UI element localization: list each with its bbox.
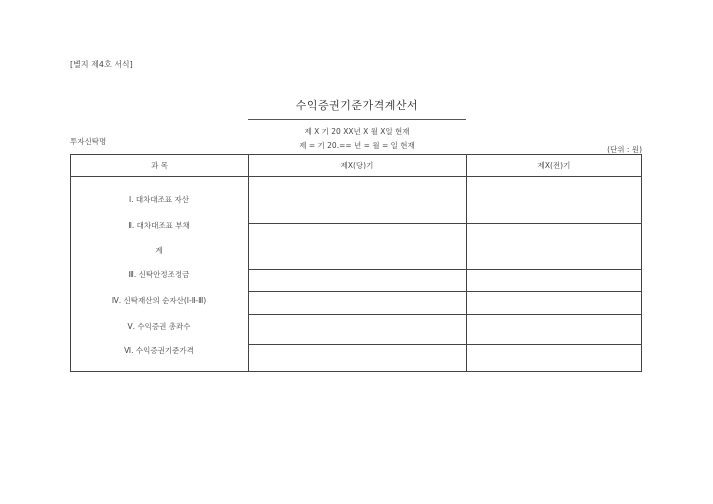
column-divider bbox=[248, 155, 249, 371]
previous-period-date: 제 = 기 20.== 년 = 월 = 일 현재 bbox=[299, 141, 415, 150]
header-item: 과 목 bbox=[151, 161, 168, 170]
table-header-row bbox=[71, 155, 641, 177]
row-divider bbox=[248, 314, 642, 315]
current-period-date: 제 X 기 20 XX년 X 월 X일 현재 bbox=[304, 127, 410, 136]
unit-label: (단위 : 원) bbox=[607, 145, 642, 154]
item-base-price: Ⅵ. 수익증권기준가격 bbox=[124, 346, 194, 355]
item-assets: Ⅰ. 대차대조표 자산 bbox=[128, 195, 190, 204]
item-total: 계 bbox=[155, 246, 163, 255]
fund-name-label: 투자신탁명 bbox=[70, 137, 107, 146]
item-stabilization-reserve: Ⅲ. 신탁안정조정금 bbox=[128, 270, 190, 279]
row-divider bbox=[248, 223, 642, 224]
title-underline bbox=[248, 119, 466, 120]
header-current-period: 제X(당)기 bbox=[340, 161, 374, 170]
row-divider bbox=[248, 344, 642, 345]
form-number-label: [별지 제4호 서식] bbox=[70, 60, 133, 69]
item-net-assets: Ⅳ. 신탁재산의 순자산(Ⅰ-Ⅱ-Ⅲ) bbox=[111, 296, 207, 305]
column-divider bbox=[466, 155, 467, 371]
row-divider bbox=[248, 291, 642, 292]
document-title: 수익증권기준가격계산서 bbox=[295, 99, 419, 112]
item-liabilities: Ⅱ. 대차대조표 부채 bbox=[128, 221, 190, 230]
row-divider bbox=[248, 269, 642, 270]
item-total-units: Ⅴ. 수익증권 총좌수 bbox=[127, 322, 191, 331]
header-previous-period: 제X(전)기 bbox=[537, 161, 571, 170]
price-calculation-table bbox=[70, 154, 642, 372]
